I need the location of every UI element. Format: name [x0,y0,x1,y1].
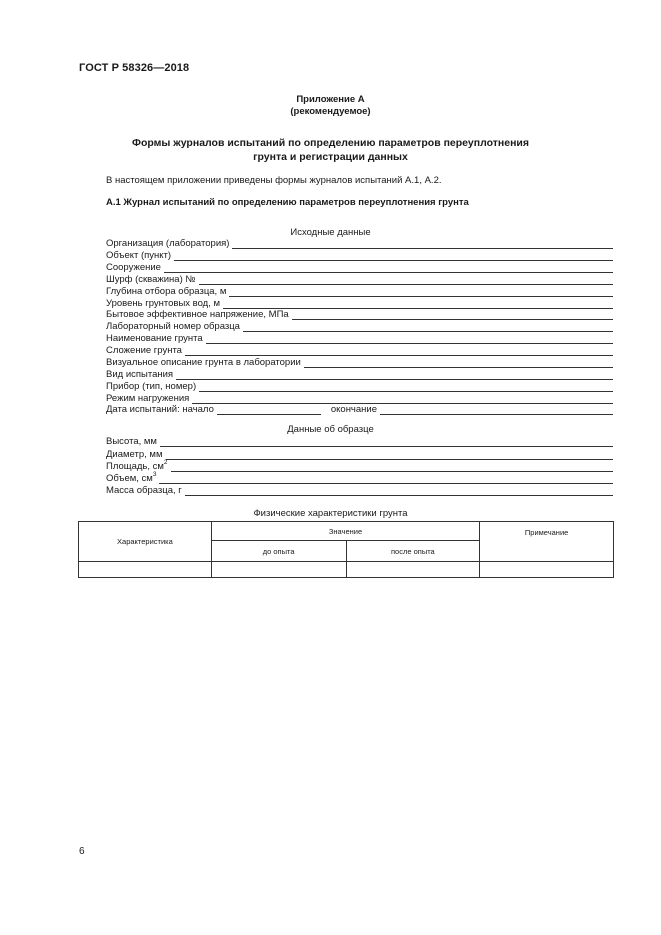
form-field-row [106,309,613,320]
form-field-label: Бытовое эффективное напряжение, МПа [106,309,289,321]
sample-diameter-row [106,449,613,460]
table-cell[interactable] [480,561,614,577]
form-field-row [106,369,613,380]
form-field-row [106,345,613,356]
sample-diameter-field[interactable] [166,450,614,460]
sample-data-heading: Данные об образце [287,424,374,435]
sample-volume-row [106,470,613,484]
form-field-label: Сложение грунта [106,345,182,357]
form-field-row [106,250,613,261]
form-field-label: Прибор (тип, номер) [106,380,197,392]
sample-area-row [106,458,613,472]
sample-mass-row [106,485,613,496]
appendix-subtitle: (рекомендуемое) [290,106,371,117]
forms-title [0,136,661,164]
col-before-header: до опыта [211,541,346,561]
form-field-label: Вид испытания [106,368,174,380]
initial-data-heading: Исходные данные [290,227,371,238]
form-field-line[interactable] [185,346,613,356]
form-field-label: Объект (пункт) [106,249,172,261]
form-field-label: Шурф (скважина) № [106,273,196,285]
table-cell[interactable] [346,561,480,577]
form-field-label: Визуальное описание грунта в лаборатории [106,357,301,368]
form-field-label: Режим нагружения [106,392,190,404]
col-note-header: Примечание [480,522,614,562]
test-date-start-field[interactable] [217,405,321,415]
form-field-row [106,357,613,368]
intro-paragraph: В настоящем приложении приведены формы журналов испытаний А.1, А.2. [106,175,442,186]
form-field-line[interactable] [174,251,613,261]
form-field-label: Лабораторный номер образца [106,321,240,333]
document-code: ГОСТ Р 58326—2018 [79,62,190,74]
form-field-row [106,321,613,332]
form-field-label: Организация (лаборатория) [106,238,230,249]
sample-height-row [106,436,613,447]
sample-height-label: Высота, мм [106,436,157,447]
test-date-row [106,404,613,415]
sample-mass-field[interactable] [185,486,613,496]
phys-table-caption: Физические характеристики грунта [253,508,408,519]
form-field-line[interactable] [232,239,613,249]
form-field-label: Сооружение [106,261,161,273]
phys-characteristics-table [78,521,614,578]
form-field-line[interactable] [176,370,613,380]
sample-area-label: Площадь, $см^2$ [106,458,168,472]
form-field-line[interactable] [199,275,613,285]
form-field-row [106,393,613,404]
sample-volume-field[interactable] [159,474,613,484]
forms-title-line1: Формы журналов испытаний по определению параметров переуплотнения [131,137,529,149]
form-field-line[interactable] [206,334,613,344]
col-value-header: Значение [211,522,479,541]
form-field-row [106,333,613,344]
appendix-title: Приложение А [296,94,365,105]
form-field-line[interactable] [192,394,613,404]
form-field-row [106,238,613,249]
sample-area-field[interactable] [171,462,613,472]
table-cell[interactable] [211,561,346,577]
form-field-label: Глубина отбора образца, м [106,285,227,297]
section-a1-heading: А.1 Журнал испытаний по определению параметров переуплотнения грунта [106,197,469,208]
form-field-row [106,381,613,392]
table-cell[interactable] [79,561,212,577]
sample-diameter-label: Диаметр, мм [106,449,163,460]
form-field-line[interactable] [223,299,613,309]
sample-height-field[interactable] [160,437,613,447]
test-date-end-label: окончание [330,404,378,415]
col-after-header: после опыта [346,541,480,561]
col-characteristic-header: Характеристика [79,522,212,562]
form-field-line[interactable] [229,287,613,297]
form-field-row [106,274,613,285]
form-field-row [106,298,613,309]
test-date-end-field[interactable] [380,405,613,415]
test-date-start-label: Дата испытаний: начало [106,404,214,415]
form-field-line[interactable] [292,310,613,320]
form-field-line[interactable] [164,263,613,273]
sample-volume-label: Объем, $см^3$ [106,470,157,484]
form-field-label: Уровень грунтовых вод, м [106,297,221,309]
sample-mass-label: Масса образца, г [106,485,182,496]
forms-title-line2: грунта и регистрации данных [253,151,408,163]
form-field-row [106,262,613,273]
form-field-label: Наименование грунта [106,333,203,345]
form-field-line[interactable] [199,382,613,392]
form-field-line[interactable] [243,322,613,332]
page-number: 6 [79,846,85,857]
form-field-row [106,286,613,297]
form-field-line[interactable] [304,358,613,368]
